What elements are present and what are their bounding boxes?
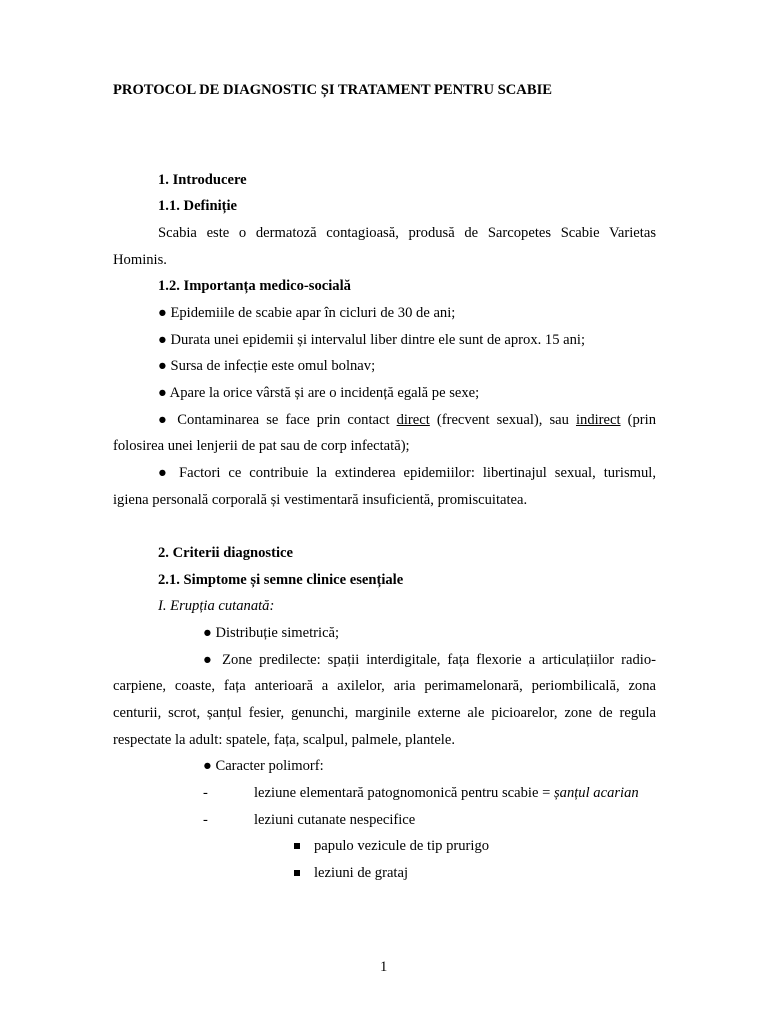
square-bullet-item-1-text: papulo vezicule de tip prurigo [314,838,490,854]
criteria-bullet-2-line-4: respectate la adult: spatele, fața, scalpul, palmele, plantele. [113,732,455,748]
dash-marker-2: - [203,812,208,828]
criteria-bullet-3: ● Caracter polimorf: [203,758,324,774]
subsection-heading-1-2: 1.2. Importanța medico-socială [158,278,351,294]
definition-line-2: Hominis. [113,252,167,268]
square-bullet-item-2-text: leziuni de grataj [314,865,409,881]
direct-underlined: direct [396,412,430,428]
bullet-item-5-line-2: folosirea unei lenjerii de pat sau de corp infectată); [113,438,410,454]
square-bullet-icon [294,843,300,849]
section-heading-1: 1. Introducere [158,172,247,188]
bullet-5-text-c: (prin [620,412,656,428]
bullet-item-2: ● Durata unei epidemii și intervalul liber dintre ele sunt de aprox. 15 ani; [158,332,586,348]
square-bullet-icon [294,870,300,876]
bullet-item-3: ● Sursa de infecție este omul bolnav; [158,358,376,374]
document-title: PROTOCOL DE DIAGNOSTIC ȘI TRATAMENT PENTRU SCABIE [113,82,552,98]
bullet-item-1: ● Epidemiile de scabie apar în cicluri de 30 de ani; [158,305,456,321]
indirect-underlined: indirect [575,412,621,428]
square-bullet-item-1 [294,837,489,855]
criteria-bullet-2-line-1: ● Zone predilecte: spații interdigitale, fața flexorie a articulațiilor radio- [203,652,656,668]
subheading-eruptia-cutanata: I. Erupția cutanată: [158,598,275,614]
page-number: 1 [380,959,388,975]
section-heading-2: 2. Criterii diagnostice [158,545,293,561]
square-bullet-item-2 [294,864,408,882]
criteria-bullet-1: ● Distribuție simetrică; [203,625,340,641]
bullet-5-text-a: ● Contaminarea se face prin contact [158,412,397,428]
dash-item-1 [254,784,639,802]
bullet-5-text-b: (frecvent sexual), sau [429,412,576,428]
subsection-heading-2-1: 2.1. Simptome și semne clinice esențiale [158,572,404,588]
bullet-item-6-line-1: ● Factori ce contribuie la extinderea epidemiilor: libertinajul sexual, turismul, [158,465,656,481]
bullet-item-5-line-1 [158,411,656,429]
bullet-item-4: ● Apare la orice vârstă și are o incidență egală pe sexe; [158,385,480,401]
dash-marker-1: - [203,785,208,801]
dash-item-2: leziuni cutanate nespecifice [254,812,416,828]
santul-acarian-italic: șanțul acarian [553,785,639,801]
subsection-heading-1-1: 1.1. Definiție [158,198,238,214]
bullet-item-6-line-2: igiena personală corporală și vestimentară insuficientă, promiscuitatea. [113,492,528,508]
criteria-bullet-2-line-2: carpiene, coaste, fața anterioară a axilelor, aria perimamelonară, periombilicală, zona [113,678,656,694]
definition-line-1: Scabia este o dermatoză contagioasă, produsă de Sarcopetes Scabie Varietas [158,225,656,241]
dash-item-1-text: leziune elementară patognomonică pentru scabie = [254,785,554,801]
criteria-bullet-2-line-3: centurii, scrot, șanțul fesier, genunchi, marginile externe ale picioarelor, zone de regula [113,705,656,721]
